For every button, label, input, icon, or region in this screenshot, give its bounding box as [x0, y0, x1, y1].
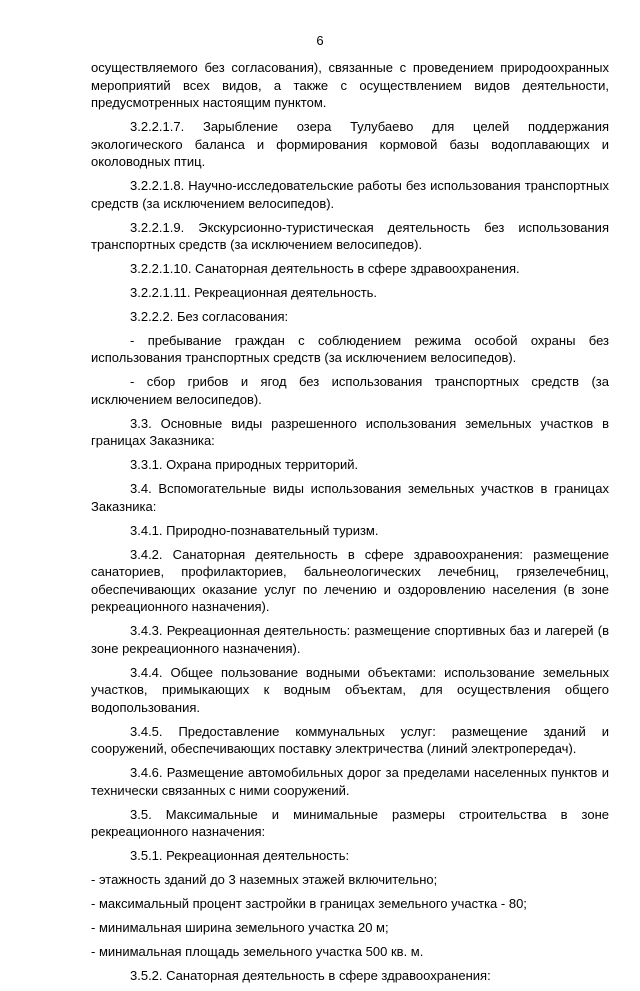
paragraph: 3.5.1. Рекреационная деятельность:: [130, 848, 350, 864]
paragraph: 3.2.2.1.8. Научно-исследовательские работы без использования транспортных средств (за исключением велосипедов).: [91, 178, 609, 211]
paragraph: 3.4. Вспомогательные виды использования земельных участков в границах Заказника:: [91, 481, 609, 514]
paragraph: 3.4.1. Природно-познавательный туризм.: [130, 522, 379, 538]
paragraph: 3.2.2.1.7. Зарыбление озера Тулубаево для целей поддержания экологического баланса и формирования кормовой базы водоплавающих и околоводных птиц.: [91, 119, 609, 170]
paragraph: 3.5.2. Санаторная деятельность в сфере здравоохранения:: [130, 967, 491, 983]
paragraph: 3.3. Основные виды разрешенного использования земельных участков в границах Заказника:: [91, 415, 609, 449]
page-number: 6: [316, 33, 324, 48]
paragraph: 3.2.2.2. Без согласования:: [130, 308, 289, 324]
paragraph: 3.4.3. Рекреационная деятельность: размещение спортивных баз и лагерей (в зоне рекреационного назначения).: [91, 623, 609, 656]
paragraph: 3.4.2. Санаторная деятельность в сфере здравоохранения: размещение санаториев, профилакториев, бальнеологических лечебниц, грязелечебниц, обеспечивающих оказание услуг по лечению и оздоровлению населения (в зоне рекреационного назначения).: [91, 546, 609, 615]
document-body: [91, 59, 609, 991]
paragraph: 3.5. Максимальные и минимальные размеры строительства в зоне рекреационного назначения:: [91, 806, 609, 840]
paragraph: 3.4.5. Предоставление коммунальных услуг: размещение зданий и сооружений, обеспечивающих поставку электричества (линий электропередач).: [91, 723, 609, 757]
list-item: - максимальный процент застройки в границах земельного участка - 80;: [91, 895, 527, 911]
paragraph: 3.2.2.1.11. Рекреационная деятельность.: [130, 285, 378, 301]
paragraph: 3.4.4. Общее пользование водными объектами: использование земельных участков, примыкающих к водным объектам, для осуществления общего водопользования.: [91, 664, 609, 715]
paragraph: осуществляемого без согласования), связанные с проведением природоохранных мероприятий всех видов, а также с осуществлением видов деятельности, предусмотренных настоящим пунктом.: [91, 60, 609, 111]
list-item: - этажность зданий до 3 наземных этажей включительно;: [91, 872, 438, 888]
paragraph: 3.2.2.1.9. Экскурсионно-туристическая деятельность без использования транспортных средств (за исключением велосипедов).: [91, 219, 609, 253]
list-item: - пребывание граждан с соблюдением режима особой охраны без использования транспортных средств (за исключением велосипедов).: [91, 332, 609, 366]
paragraph: 3.3.1. Охрана природных территорий.: [130, 457, 359, 473]
list-item: - минимальная площадь земельного участка 500 кв. м.: [91, 943, 424, 959]
list-item: - сбор грибов и ягод без использования транспортных средств (за исключением велосипедов).: [91, 374, 609, 407]
list-item: - минимальная ширина земельного участка 20 м;: [91, 919, 389, 935]
paragraph: 3.4.6. Размещение автомобильных дорог за пределами населенных пунктов и технически связанных с ними сооружений.: [91, 765, 609, 798]
paragraph: 3.2.2.1.10. Санаторная деятельность в сфере здравоохранения.: [130, 261, 520, 277]
